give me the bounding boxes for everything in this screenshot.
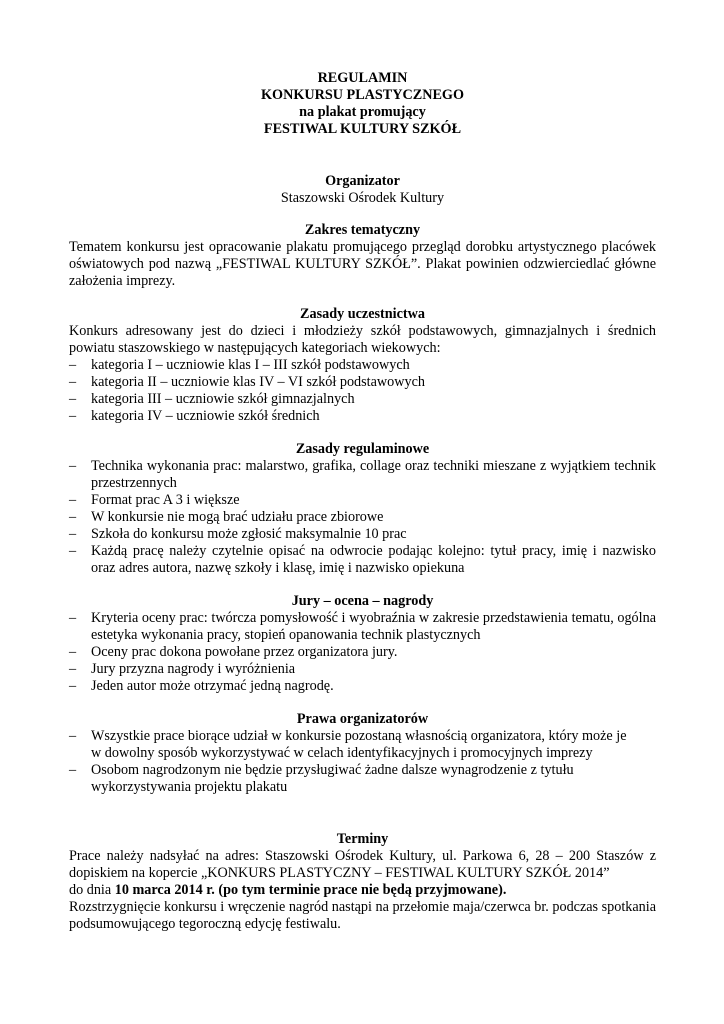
title-line-1: REGULAMIN — [317, 70, 408, 86]
dash-marker: – — [69, 610, 77, 626]
jury-heading: Jury – ocena – nagrody — [291, 593, 434, 609]
dash-marker: – — [69, 526, 77, 542]
list-item — [69, 762, 656, 796]
dash-marker: – — [69, 543, 77, 559]
list-item: – W konkursie nie mogą brać udziału prace zbiorowe — [69, 509, 384, 525]
dash-marker: – — [69, 644, 77, 660]
prawa-item-2-line-2: wykorzystywania projektu plakatu — [91, 779, 288, 795]
list-item: – Każdą pracę należy czytelnie opisać na odwrocie podając kolejno: tytuł pracy, imię i nazwisko oraz adres autora, nazwę szkoły i klasę, imię i nazwisko opiekuna — [69, 543, 656, 576]
dash-marker: – — [69, 408, 77, 424]
list-item: – Format prac A 3 i większe — [69, 492, 240, 508]
list-item: – kategoria II – uczniowie klas IV – VI szkół podstawowych — [69, 374, 425, 390]
uczestnictwo-intro: Konkurs adresowany jest do dzieci i młodzieży szkół podstawowych, gimnazjalnych i średnich powiatu staszowskiego w następujących kategoriach wiekowych: — [69, 323, 656, 356]
list-item: – Jury przyzna nagrody i wyróżnienia — [69, 661, 296, 677]
list-item: – Jeden autor może otrzymać jedną nagrodę. — [69, 678, 334, 694]
organizator-heading: Organizator — [325, 173, 400, 189]
prawa-item-1-line-2: w dowolny sposób wykorzystywać w celach identyfikacyjnych i promocyjnych imprezy — [91, 745, 593, 761]
title-line-3: na plakat promujący — [299, 104, 426, 120]
terminy-heading: Terminy — [336, 831, 389, 847]
terminy-deadline: do dnia 10 marca 2014 r. (po tym terminie prace nie będą przyjmowane). — [69, 882, 507, 898]
uczestnictwo-heading: Zasady uczestnictwa — [300, 306, 425, 322]
uczestnictwo-list — [69, 357, 656, 425]
list-item — [69, 728, 656, 762]
dash-marker: – — [69, 357, 77, 373]
organizator-name: Staszowski Ośrodek Kultury — [280, 190, 445, 206]
list-item: – kategoria III – uczniowie szkół gimnazjalnych — [69, 391, 355, 407]
zakres-heading: Zakres tematyczny — [304, 222, 421, 238]
deadline-date: 10 marca 2014 r. (po tym terminie prace nie będą przyjmowane). — [114, 882, 507, 898]
list-item: – Oceny prac dokona powołane przez organizatora jury. — [69, 644, 398, 660]
list-item: – kategoria IV – uczniowie szkół średnich — [69, 408, 320, 424]
dash-marker: – — [69, 492, 77, 508]
jury-list — [69, 610, 656, 695]
title-line-2: KONKURSU PLASTYCZNEGO — [261, 87, 464, 103]
list-item: – Kryteria oceny prac: twórcza pomysłowość i wyobraźnia w zakresie przedstawienia tematu, ogólna estetyka wykonania pracy, stopień opanowania technik plastycznych — [69, 610, 656, 643]
list-item: – Technika wykonania prac: malarstwo, grafika, collage oraz techniki mieszane z wyjątkiem technik przestrzennych — [69, 458, 656, 491]
dash-marker: – — [69, 762, 77, 778]
dash-marker: – — [69, 678, 77, 694]
list-item: – kategoria I – uczniowie klas I – III szkół podstawowych — [69, 357, 410, 373]
list-item: – Szkoła do konkursu może zgłosić maksymalnie 10 prac — [69, 526, 407, 542]
terminy-results: Rozstrzygnięcie konkursu i wręczenie nagród nastąpi na przełomie maja/czerwca br. podczas spotkania podsumowującego tegoroczną edycję festiwalu. — [69, 899, 656, 932]
dash-marker: – — [69, 509, 77, 525]
dash-marker: – — [69, 728, 77, 744]
regulaminowe-heading: Zasady regulaminowe — [295, 441, 430, 457]
title-line-4: FESTIWAL KULTURY SZKÓŁ — [263, 121, 462, 137]
prawa-item-2-line-1: Osobom nagrodzonym nie będzie przysługiwać żadne dalsze wynagrodzenie z tytułu — [91, 762, 574, 778]
prawa-item-1-line-1: Wszystkie prace biorące udział w konkursie pozostaną własnością organizatora, który może je — [91, 728, 627, 744]
regulaminowe-list — [69, 458, 656, 577]
zakres-text: Tematem konkursu jest opracowanie plakatu promującego przegląd dorobku artystycznego placówek oświatowych pod nazwą „FESTIWAL KULTURY SZKÓŁ”. Plakat powinien odzwierciedlać główne założenia imprezy. — [69, 239, 656, 289]
dash-marker: – — [69, 391, 77, 407]
prawa-list — [69, 728, 656, 796]
terminy-address: Prace należy nadsyłać na adres: Staszowski Ośrodek Kultury, ul. Parkowa 6, 28 – 200 Staszów z dopiskiem na kopercie „KONKURS PLASTYCZNY – FESTIWAL KULTURY SZKÓŁ 2014” — [69, 848, 656, 881]
dash-marker: – — [69, 661, 77, 677]
prawa-heading: Prawa organizatorów — [296, 711, 429, 727]
document-title — [69, 70, 656, 138]
dash-marker: – — [69, 374, 77, 390]
dash-marker: – — [69, 458, 77, 474]
